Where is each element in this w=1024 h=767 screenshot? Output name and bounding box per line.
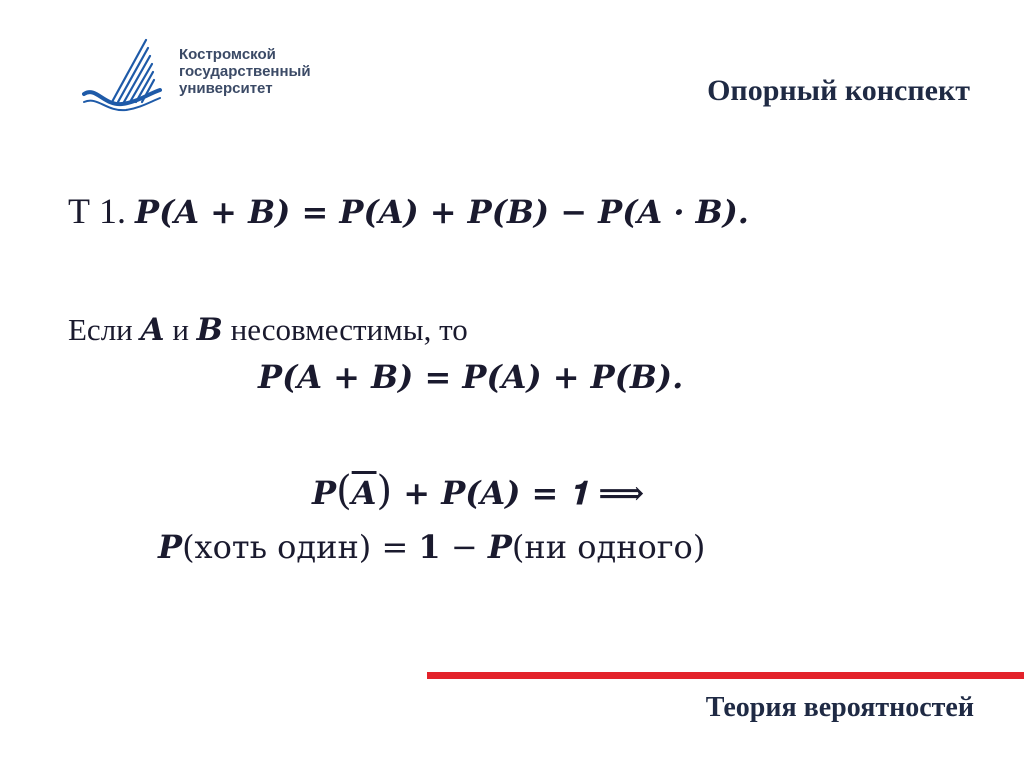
at-least-one-formula bbox=[158, 528, 705, 566]
complement-open-paren: ( bbox=[336, 468, 352, 514]
complement-p: 𝑷 bbox=[312, 474, 337, 512]
at-least-one-minus: − bbox=[440, 528, 488, 566]
at-least-one-p1: 𝑷 bbox=[158, 528, 183, 566]
theorem-label: Т 1. bbox=[68, 191, 135, 231]
incompatible-sum-formula: 𝑷(𝑨 + 𝑩) = 𝑷(𝑨) + 𝑷(𝑩). bbox=[258, 358, 684, 396]
theorem-line bbox=[68, 190, 749, 232]
condition-var-b: 𝑩 bbox=[196, 312, 223, 348]
at-least-one-one: 𝟏 bbox=[418, 528, 441, 566]
condition-var-a: 𝑨 bbox=[140, 312, 165, 348]
university-name-line1: Костромской bbox=[179, 46, 276, 63]
complement-rest: + 𝑷(𝑨) = 𝟏 ⟹ bbox=[392, 474, 645, 512]
condition-and: и bbox=[164, 312, 197, 347]
university-name-line2: государственный bbox=[179, 63, 311, 80]
complement-a-bar: 𝑨 bbox=[351, 474, 377, 512]
at-least-one-text1: (хоть один) = bbox=[182, 528, 419, 566]
university-emblem-icon bbox=[82, 36, 162, 116]
complement-formula bbox=[312, 468, 644, 514]
slide-footer-title: Теория вероятностей bbox=[705, 692, 974, 723]
complement-close-paren: ) bbox=[376, 468, 393, 514]
footer-divider bbox=[427, 672, 1024, 679]
university-logo bbox=[82, 36, 342, 116]
condition-prefix: Если bbox=[68, 312, 141, 347]
university-name-line3: университет bbox=[179, 80, 273, 97]
condition-text bbox=[68, 312, 468, 348]
theorem-formula: 𝑷(𝑨 + 𝑩) = 𝑷(𝑨) + 𝑷(𝑩) − 𝑷(𝑨 · 𝑩). bbox=[135, 193, 749, 231]
university-name bbox=[179, 46, 311, 97]
condition-suffix: несовместимы, то bbox=[222, 312, 468, 347]
at-least-one-p2: 𝑷 bbox=[487, 528, 512, 566]
at-least-one-text2: (ни одного) bbox=[511, 528, 706, 566]
slide-header-title: Опорный конспект bbox=[707, 74, 970, 107]
